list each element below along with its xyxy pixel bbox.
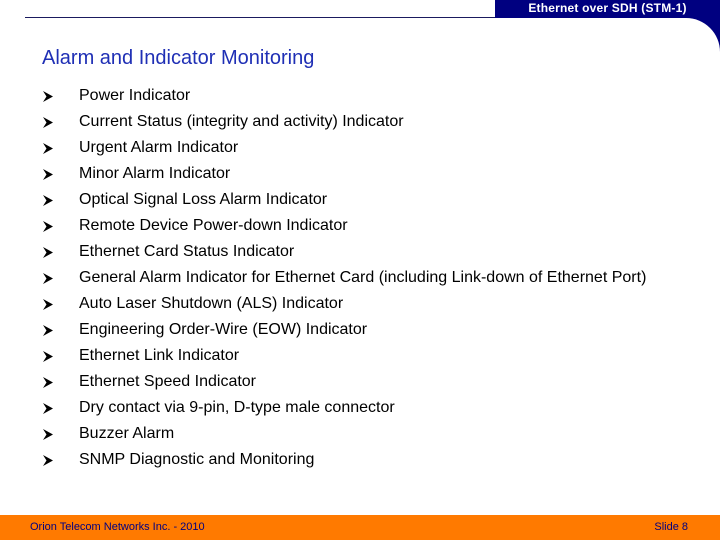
bullet-text: General Alarm Indicator for Ethernet Card (including Link-down of Ethernet Port) — [79, 269, 647, 286]
bullet-item — [42, 239, 682, 265]
arrow-bullet-icon — [42, 421, 56, 447]
header-title: Ethernet over SDH (STM-1) — [528, 1, 687, 15]
bullet-item — [42, 83, 682, 109]
arrow-bullet-icon — [42, 239, 56, 265]
bullet-text: Minor Alarm Indicator — [79, 165, 231, 182]
arrow-bullet-icon — [42, 213, 56, 239]
bullet-text: Optical Signal Loss Alarm Indicator — [79, 191, 328, 208]
arrow-bullet-icon — [42, 317, 56, 343]
bullet-text: Ethernet Card Status Indicator — [79, 243, 295, 260]
bullet-text: Ethernet Speed Indicator — [79, 373, 257, 390]
arrow-bullet-icon — [42, 369, 56, 395]
arrow-bullet-icon — [42, 343, 56, 369]
bullet-item — [42, 447, 682, 473]
bullet-item — [42, 291, 682, 317]
bullet-text: SNMP Diagnostic and Monitoring — [79, 451, 315, 468]
header-corner-curve — [686, 18, 720, 52]
footer-slide-number: Slide 8 — [654, 521, 688, 533]
footer-bar — [0, 515, 720, 540]
slide-title: Alarm and Indicator Monitoring — [42, 47, 315, 69]
bullet-item — [42, 421, 682, 447]
bullet-text: Power Indicator — [79, 87, 191, 104]
bullet-item — [42, 343, 682, 369]
footer-company: Orion Telecom Networks Inc. - 2010 — [30, 521, 205, 533]
bullet-text: Auto Laser Shutdown (ALS) Indicator — [79, 295, 344, 312]
bullet-item — [42, 317, 682, 343]
bullet-item — [42, 265, 682, 291]
bullet-text: Engineering Order-Wire (EOW) Indicator — [79, 321, 368, 338]
bullet-text: Ethernet Link Indicator — [79, 347, 240, 364]
arrow-bullet-icon — [42, 291, 56, 317]
arrow-bullet-icon — [42, 447, 56, 473]
header-rule — [25, 17, 495, 18]
arrow-bullet-icon — [42, 109, 56, 135]
arrow-bullet-icon — [42, 265, 56, 291]
arrow-bullet-icon — [42, 135, 56, 161]
bullet-text: Remote Device Power-down Indicator — [79, 217, 348, 234]
bullet-item — [42, 187, 682, 213]
arrow-bullet-icon — [42, 83, 56, 109]
arrow-bullet-icon — [42, 395, 56, 421]
bullet-item — [42, 213, 682, 239]
bullet-item — [42, 109, 682, 135]
bullet-item — [42, 369, 682, 395]
bullet-text: Current Status (integrity and activity) Indicator — [79, 113, 404, 130]
bullet-item — [42, 161, 682, 187]
bullet-item — [42, 395, 682, 421]
bullet-item — [42, 135, 682, 161]
arrow-bullet-icon — [42, 187, 56, 213]
bullet-text: Dry contact via 9-pin, D-type male connector — [79, 399, 395, 416]
header-banner — [495, 0, 720, 18]
arrow-bullet-icon — [42, 161, 56, 187]
bullet-list — [42, 83, 682, 473]
bullet-text: Buzzer Alarm — [79, 425, 175, 442]
bullet-text: Urgent Alarm Indicator — [79, 139, 239, 156]
